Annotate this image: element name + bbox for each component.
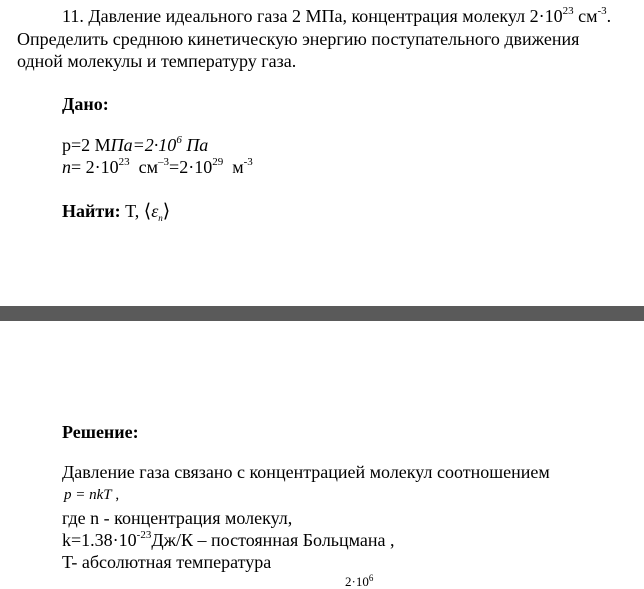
problem-line-3: одной молекулы и температуру газа. bbox=[17, 51, 297, 71]
solution-line-2: где n - концентрация молекул, bbox=[62, 508, 293, 528]
solution-line-3: $k=1.38\cdot 10^{-23}Дж/К$ – постоянная Больцмана , bbox=[62, 529, 395, 550]
given-pressure: p=2 $МПа=2\cdot 10^6$ Па bbox=[62, 134, 209, 155]
problem-line-2: Определить среднюю кинетическую энергию поступательного движения bbox=[17, 29, 580, 49]
find-line: Найти: T, $⟨\varepsilon_п⟩$ bbox=[62, 201, 171, 223]
right-angle-bracket: ⟩ bbox=[162, 201, 171, 222]
page-divider bbox=[0, 306, 644, 321]
given-concentration: $n= 2\cdot 10^{23}$ $см^{-3}=2\cdot 10^{29}$ $м^{-3}$ bbox=[62, 156, 253, 177]
solution-formula: p = nkT , bbox=[64, 487, 120, 503]
epsilon-symbol: ε bbox=[151, 201, 159, 221]
cut-fraction-numerator: $2\cdot 10^6$ bbox=[345, 573, 374, 589]
given-heading: Дано: bbox=[62, 94, 109, 114]
solution-line-4: T- абсолютная температура bbox=[62, 552, 272, 572]
problem-line-1: 11. Давление идеального газа 2 МПа, концентрация молекул $2\cdot 10^{23}$ $см^{-3}$. bbox=[62, 5, 612, 26]
solution-line-1: Давление газа связано с концентрацией молекул соотношением bbox=[62, 462, 550, 482]
left-angle-bracket: ⟨ bbox=[143, 201, 152, 222]
solution-heading: Решение: bbox=[62, 422, 139, 442]
